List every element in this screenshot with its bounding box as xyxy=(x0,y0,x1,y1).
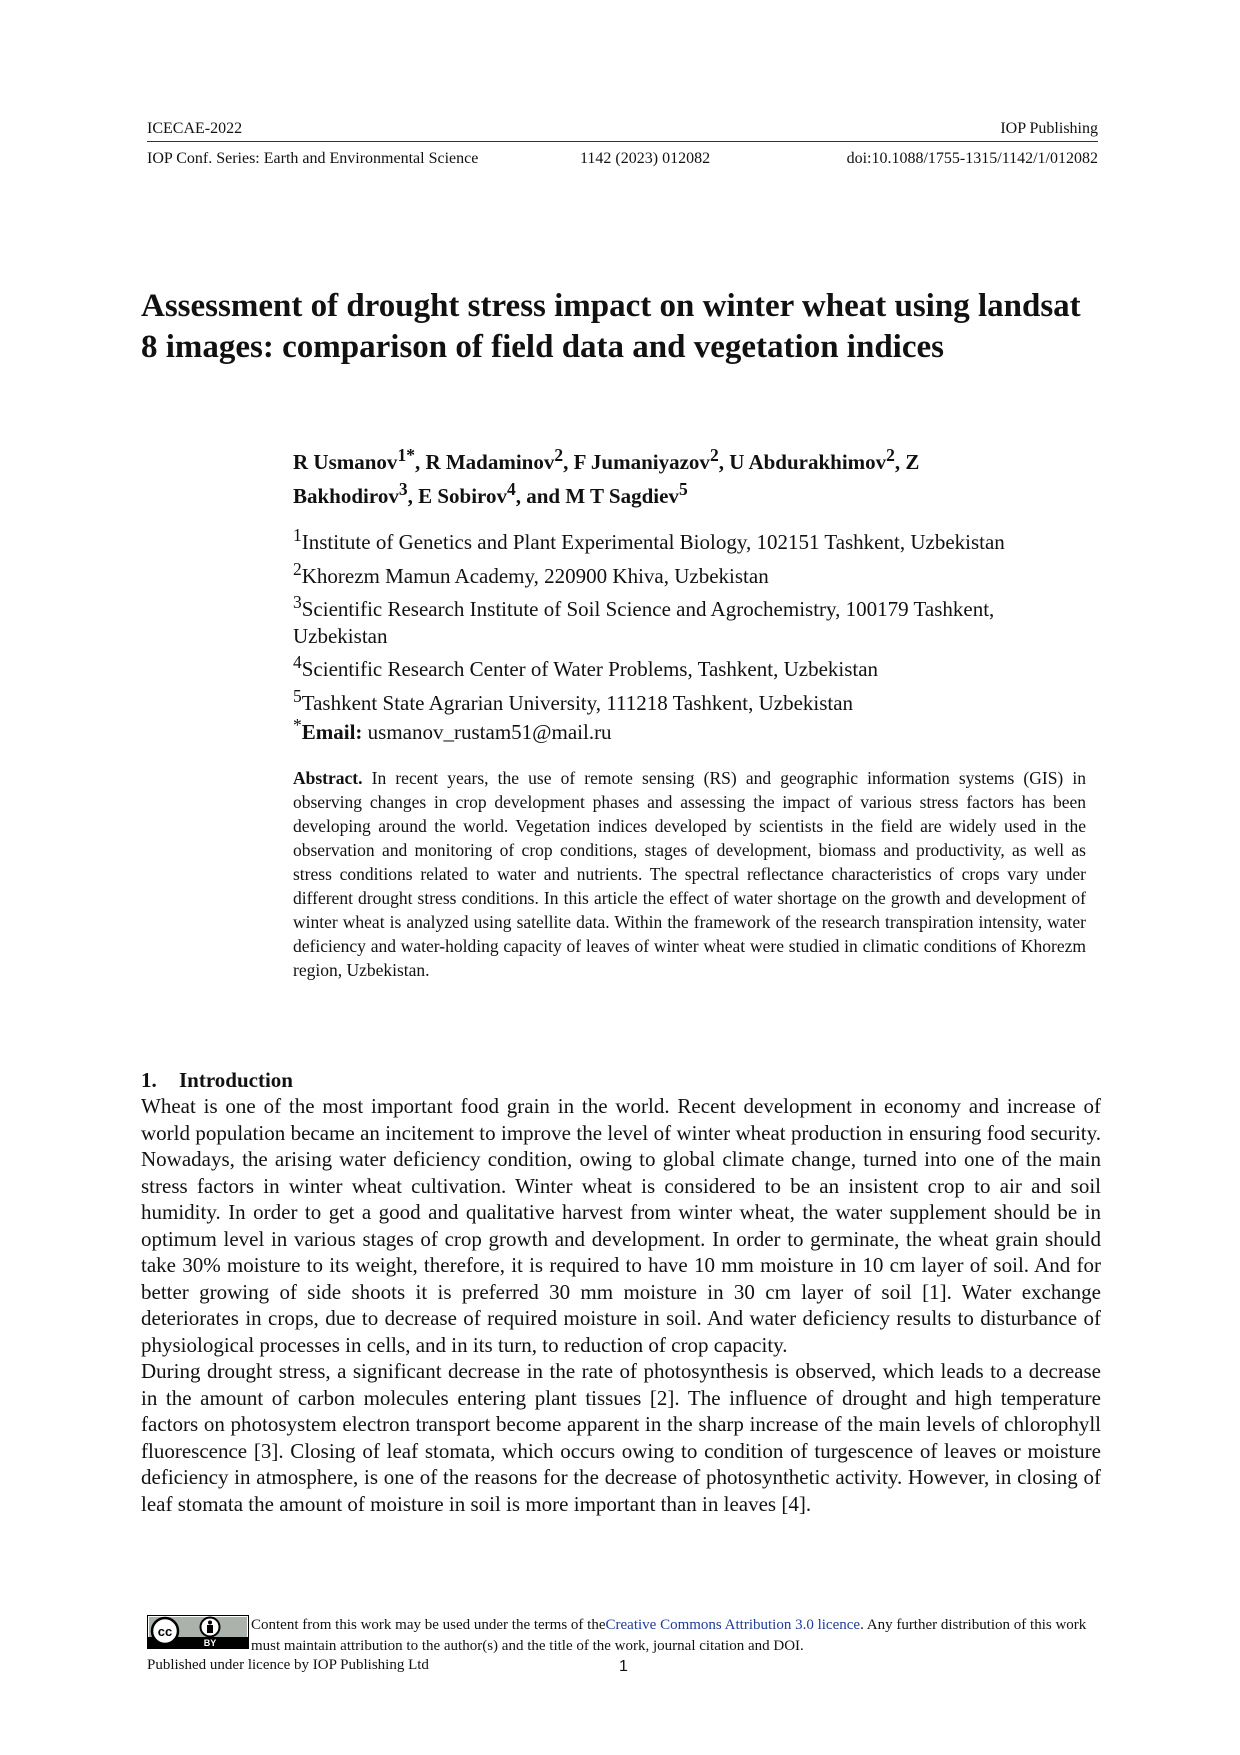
author-affiliation-marker: 5 xyxy=(678,479,688,499)
affiliation xyxy=(293,589,1093,649)
affiliation-marker: 4 xyxy=(293,652,302,672)
volume-info: 1142 (2023) 012082 xyxy=(580,150,711,167)
doi-link[interactable]: doi:10.1088/1755-1315/1142/1/012082 xyxy=(846,150,1098,167)
email-label: Email: xyxy=(301,720,363,744)
corresponding-email xyxy=(293,712,993,745)
paragraph: During drought stress, a significant decrease in the rate of photosynthesis is observed, which leads to a decrease in the amount of carbon molecules entering plant tissues [2]. The influence of drought and high temperature factors on photosystem electron transport become apparent in the sharp increase of the main levels of chlorophyll fluorescence [3]. Closing of leaf stomata, which occurs owing to condition of turgescence of leaves or moisture deficiency in atmosphere, is one of the reasons for the decrease of photosynthetic activity. However, in closing of leaf stomata the amount of moisture in soil is more important than in leaves [4]. xyxy=(141,1359,1101,1516)
section-heading-introduction xyxy=(141,1067,741,1093)
author-name: R Madaminov xyxy=(425,450,555,474)
author-affiliation-marker: 1* xyxy=(397,445,415,465)
affiliation xyxy=(293,683,1093,717)
author-name: R Usmanov xyxy=(293,450,398,474)
author-affiliation-marker: 2 xyxy=(709,445,719,465)
author-name: U Abdurakhimov xyxy=(729,450,887,474)
affiliation-marker: 1 xyxy=(293,525,302,545)
cc-badge-label: cc xyxy=(157,1624,173,1639)
author-separator: , and xyxy=(515,484,566,508)
license-link[interactable]: Creative Commons Attribution 3.0 licence xyxy=(605,1617,861,1633)
author-list xyxy=(293,442,1013,510)
author-affiliation-marker: 2 xyxy=(554,445,564,465)
author-separator: , xyxy=(407,484,419,508)
author-separator: , xyxy=(894,450,906,474)
abstract-label: Abstract. xyxy=(293,768,363,788)
affiliation xyxy=(293,522,1093,556)
author-affiliation-marker: 3 xyxy=(398,479,408,499)
affiliation-list xyxy=(293,522,1093,716)
author-separator: , xyxy=(414,450,426,474)
affiliation-text: Scientific Research Center of Water Problems, Tashkent, Uzbekistan xyxy=(301,657,879,681)
author-name: M T Sagdiev xyxy=(565,484,679,508)
license-text-pre: Content from this work may be used under the terms of the xyxy=(251,1617,606,1633)
abstract-text: In recent years, the use of remote sensing (RS) and geographic information systems (GIS) in observing changes in crop development phases and assessing the impact of various stress factors has been developing around the world. Vegetation indices developed by scientists in the field are widely used in the observation and monitoring of crop conditions, stages of development, biomass and productivity, as well as stress conditions related to water and nutrients. The spectral reflectance characteristics of crops vary under different drought stress conditions. In this article the effect of water shortage on the growth and development of winter wheat is analyzed using satellite data. Within the framework of the research transpiration intensity, water deficiency and water-holding capacity of leaves of winter wheat were studied in climatic conditions of Khorezm region, Uzbekistan. xyxy=(293,768,1087,980)
section-number: 1. xyxy=(141,1068,157,1092)
abstract xyxy=(293,766,1086,982)
affiliation-text: Tashkent State Agrarian University, 111218 Tashkent, Uzbekistan xyxy=(301,690,854,715)
by-badge-label: BY xyxy=(203,1638,217,1648)
series-name: IOP Conf. Series: Earth and Environmental Science xyxy=(147,150,479,167)
license-text-post: . Any further distribution of this work must maintain attribution to the author(s) and the title of the work, journal citation and DOI. xyxy=(251,1617,1087,1654)
affiliation-text: Scientific Research Institute of Soil Science and Agrochemistry, 100179 Tashkent, Uzbekistan xyxy=(293,597,995,648)
paragraph: Wheat is one of the most important food grain in the world. Recent development in economy and increase of world population became an incitement to improve the level of winter wheat production in ensuring food security. Nowadays, the arising water deficiency condition, owing to global climate change, turned into one of the main stress factors in winter wheat cultivation. Winter wheat is considered to be an insistent crop to air and soil humidity. In order to get a good and qualitative harvest from winter wheat, the water supplement should be in optimum level in various stages of crop growth and development. In order to germinate, the wheat grain should take 30% moisture to its weight, therefore, it is required to have 10 mm moisture in 10 cm layer of soil. And for better growing of side shoots it is preferred 30 mm moisture in 30 cm layer of soil [1]. Water exchange deteriorates in crops, due to decrease of required moisture in soil. And water deficiency results to disturbance of physiological processes in cells, and in its turn, to reduction of crop capacity. xyxy=(141,1094,1101,1357)
author-separator: , xyxy=(563,450,574,474)
publisher-name: IOP Publishing xyxy=(1000,120,1098,137)
paper-title: Assessment of drought stress impact on winter wheat using landsat 8 images: comparison of field data and vegetation indices xyxy=(141,288,1081,365)
cc-by-license-icon[interactable] xyxy=(147,1615,249,1649)
author-name: E Sobirov xyxy=(418,484,507,508)
affiliation-text: Khorezm Mamun Academy, 220900 Khiva, Uzbekistan xyxy=(301,563,769,588)
affiliation xyxy=(293,556,1093,590)
author-name: Z Bakhodirov xyxy=(293,450,920,508)
author-affiliation-marker: 4 xyxy=(506,479,516,499)
page-number: 1 xyxy=(619,1658,628,1675)
introduction-body xyxy=(141,1093,1101,1517)
affiliation-marker: 3 xyxy=(293,592,302,612)
author-name: F Jumaniyazov xyxy=(573,450,710,474)
section-title: Introduction xyxy=(179,1068,293,1092)
affiliation-marker: 5 xyxy=(293,685,302,706)
license-notice xyxy=(251,1615,1101,1657)
affiliation xyxy=(293,649,1093,683)
email-marker: * xyxy=(293,715,302,735)
header-rule xyxy=(147,141,1098,142)
author-separator: , xyxy=(718,450,730,474)
author-affiliation-marker: 2 xyxy=(886,445,895,465)
publisher-notice: Published under licence by IOP Publishing Ltd xyxy=(147,1657,429,1673)
affiliation-text: Institute of Genetics and Plant Experimental Biology, 102151 Tashkent, Uzbekistan xyxy=(301,530,1005,554)
email-address[interactable]: usmanov_rustam51@mail.ru xyxy=(367,720,612,744)
affiliation-marker: 2 xyxy=(293,558,302,579)
conference-name: ICECAE-2022 xyxy=(147,120,243,137)
